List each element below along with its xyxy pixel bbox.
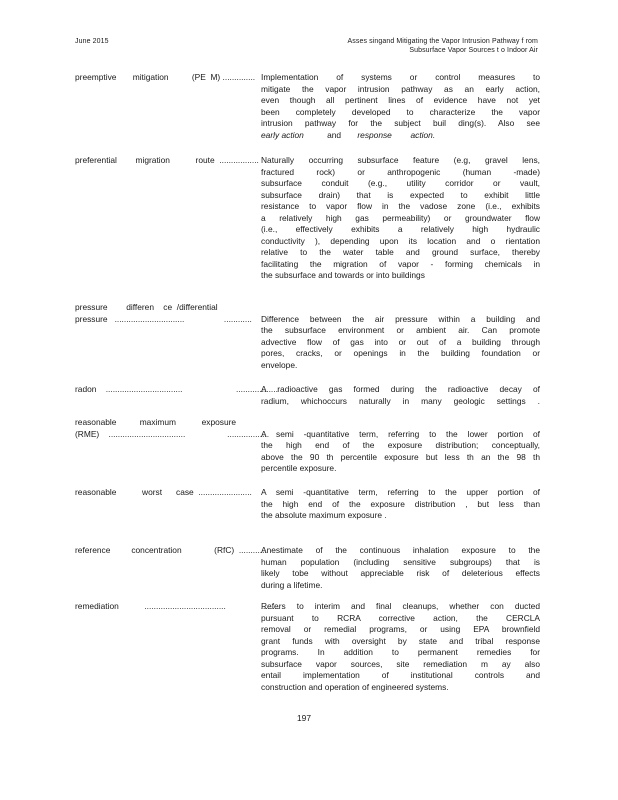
definition-line: the high end of the exposure distribution , but less than — [261, 498, 540, 509]
definition-line: human population (including sensitive subgroups) that is — [261, 556, 540, 567]
definition-line: subsurface conduit (e.g., utility corridor or vault, — [261, 178, 540, 188]
glossary-term: preemptive mitigation (PE M) .............. — [75, 72, 256, 82]
italic-term: response — [357, 129, 392, 140]
page-number: 197 — [297, 713, 311, 723]
glossary-definition — [261, 601, 540, 693]
italic-term: early action — [261, 129, 304, 140]
glossary-definition — [261, 72, 540, 141]
definition-line: intrusion pathway for the subject buil ding(s). Also see — [261, 118, 540, 128]
definition-line: relative to the water table and ground surface, thereby — [261, 247, 540, 257]
definition-line: Implementation of systems or control measures to — [261, 72, 540, 82]
definition-line: the subsurface environment or ambient air. Can promote — [261, 325, 540, 335]
definition-line: entail implementation of institutional controls and — [261, 670, 540, 680]
glossary-term: reasonable worst case ....................... — [75, 487, 252, 497]
definition-line: a relatively high gas permeability) or groundwater flow — [261, 212, 540, 223]
glossary-term: preferential migration route ................. — [75, 155, 259, 165]
definition-line: advective flow of gas into or out of a building through — [261, 336, 540, 347]
definition-line: removal or remedial programs, or using EPA brownfield — [261, 624, 540, 634]
definition-line: envelope. — [261, 359, 298, 370]
definition-line: above the 90 th percentile exposure but less th an the 98 th — [261, 451, 540, 462]
definition-line: programs. In addition to permanent remedies for — [261, 647, 540, 657]
definition-line: Anestimate of the continuous inhalation exposure to the — [261, 545, 540, 555]
definition-line: A semi -quantitative term, referring to the upper portion of — [261, 487, 540, 497]
definition-line: Naturally occurring subsurface feature (e.g, gravel lens, — [261, 155, 540, 165]
definition-line: construction and operation of engineered systems. — [261, 681, 449, 692]
header-title — [208, 37, 538, 55]
definition-line: conductivity ), depending upon its location and o rientation — [261, 235, 540, 246]
conjunction: and — [327, 129, 342, 140]
definition-line: subsurface drain) that is expected to exhibit little — [261, 189, 540, 200]
glossary-definition — [261, 545, 540, 591]
definition-line: Refers to interim and final cleanups, whether con ducted — [261, 601, 540, 611]
definition-line: likely tobe without appreciable risk of deleterious effects — [261, 568, 540, 578]
glossary-definition — [261, 429, 540, 475]
definition-line: even though all pertinent lines of evidence have not yet — [261, 95, 540, 105]
definition-line: facilitating the migration of vapor - forming chemicals in — [261, 258, 540, 269]
definition-line: mitigate the vapor intrusion pathway as an early action, — [261, 83, 540, 94]
header-title-line-2: Subsurface Vapor Sources t o Indoor Air — [409, 47, 538, 54]
definition-line: A semi -quantitative term, referring to the lower portion of — [261, 428, 540, 439]
glossary-term: reasonable maximum exposure (RME) ................................. .................. — [75, 417, 270, 439]
definition-line: radium, whichoccurs naturally in many geologic settings . — [261, 395, 540, 406]
glossary-term: reference concentration (RfC) ............ — [75, 545, 267, 555]
glossary-term: remediation ................................... ........ — [75, 601, 280, 611]
definition-line: the high end of the exposure distribution; conceptually, — [261, 440, 540, 450]
definition-line: percentile exposure. — [261, 463, 337, 473]
italic-term: action. — [410, 129, 436, 140]
definition-line: grant funds with oversight by state and tribal response — [261, 635, 540, 646]
definition-line: been completely developed to characterize the vapor — [261, 106, 540, 117]
glossary-definition — [261, 384, 540, 407]
definition-line: (i.e., effectively exhibits a relatively high hydraulic — [261, 224, 540, 234]
glossary-term: pressure differen ce /differential pressure .............................. ............ — [75, 302, 252, 324]
glossary-term: radon ................................. .................. — [75, 384, 278, 394]
definition-line: the subsurface and towards or into buildings — [261, 270, 425, 280]
definition-line: fractured rock) or anthropogenic (human -made) — [261, 166, 540, 177]
definition-line: resistance to vapor flow in the vadose zone (i.e., exhibits — [261, 201, 540, 211]
definition-line-italic — [261, 130, 540, 142]
header-date: June 2015 — [75, 38, 109, 45]
header-title-line-1: Asses singand Mitigating the Vapor Intrusion Pathway f rom — [347, 38, 538, 45]
glossary-definition — [261, 314, 540, 372]
definition-line: the absolute maximum exposure . — [261, 510, 387, 520]
glossary-definition — [261, 487, 540, 522]
definition-line: Difference between the air pressure within a building and — [261, 313, 540, 324]
definition-line: subsurface vapor sources, site remediation m ay also — [261, 658, 540, 669]
glossary-definition — [261, 155, 540, 282]
definition-line: pursuant to RCRA corrective action, the CERCLA — [261, 612, 540, 623]
definition-line: pores, cracks, or openings in the building foundation or — [261, 348, 540, 358]
definition-line: A radioactive gas formed during the radioactive decay of — [261, 384, 540, 394]
definition-line: during a lifetime. — [261, 579, 323, 590]
